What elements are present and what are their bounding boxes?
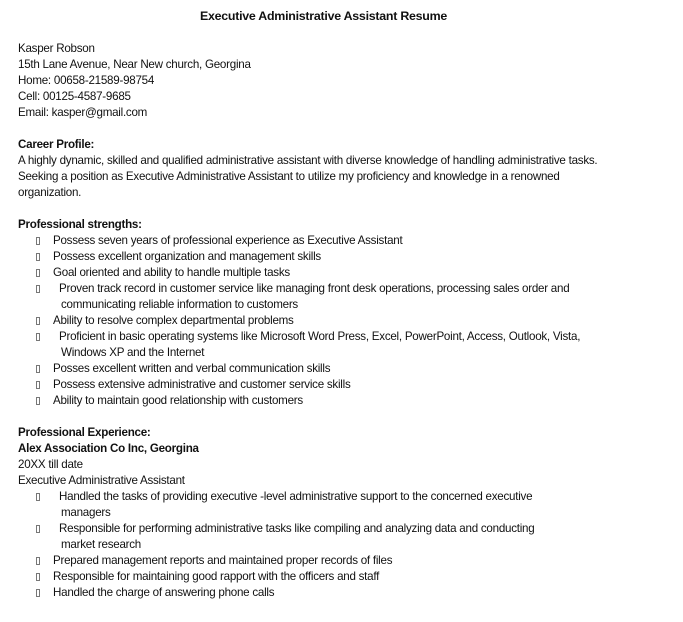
strength-item-continuation: Windows XP and the Internet [61, 346, 205, 359]
strength-item: Possess excellent organization and management skills [36, 249, 321, 265]
experience-role: Executive Administrative Assistant [18, 474, 185, 487]
experience-item: Responsible for performing administrative tasks like compiling and analyzing data and conducting [36, 521, 534, 537]
experience-period: 20XX till date [18, 458, 83, 471]
experience-item: Handled the tasks of providing executive -level administrative support to the concerned executive [36, 489, 532, 505]
bullet-icon [36, 333, 40, 341]
document-title: Executive Administrative Assistant Resume [199, 9, 448, 23]
bullet-icon [36, 557, 40, 565]
bullet-icon [36, 381, 40, 389]
bullet-icon [36, 237, 40, 245]
strength-item: Ability to maintain good relationship with customers [36, 393, 303, 409]
career-profile-line: Seeking a position as Executive Administrative Assistant to utilize my proficiency and knowledge in a renowned [18, 170, 560, 183]
contact-cell-phone: Cell: 00125-4587-9685 [18, 90, 131, 103]
strength-item: Proven track record in customer service like managing front desk operations, processing sales order and [36, 281, 569, 297]
strength-item-continuation: communicating reliable information to customers [61, 298, 298, 311]
strength-item: Possess seven years of professional experience as Executive Assistant [36, 233, 402, 249]
bullet-icon [36, 317, 40, 325]
bullet-icon [36, 589, 40, 597]
bullet-icon [36, 365, 40, 373]
bullet-icon [36, 269, 40, 277]
experience-item-continuation: managers [61, 506, 111, 519]
bullet-icon [36, 285, 40, 293]
bullet-icon [36, 253, 40, 261]
career-profile-line: organization. [18, 186, 82, 199]
bullet-icon [36, 397, 40, 405]
experience-item: Prepared management reports and maintained proper records of files [36, 553, 392, 569]
career-profile-line: A highly dynamic, skilled and qualified administrative assistant with diverse knowledge of handling administrative tasks. [18, 154, 598, 167]
bullet-icon [36, 493, 40, 501]
contact-name: Kasper Robson [18, 42, 95, 55]
bullet-icon [36, 573, 40, 581]
strengths-heading: Professional strengths: [18, 218, 142, 231]
contact-home-phone: Home: 00658-21589-98754 [18, 74, 155, 87]
bullet-icon [36, 525, 40, 533]
contact-email: Email: kasper@gmail.com [18, 106, 148, 119]
contact-address: 15th Lane Avenue, Near New church, Georgina [18, 58, 251, 71]
strength-item: Possess extensive administrative and customer service skills [36, 377, 351, 393]
experience-heading: Professional Experience: [18, 426, 151, 439]
experience-item: Responsible for maintaining good rapport with the officers and staff [36, 569, 379, 585]
career-profile-heading: Career Profile: [18, 138, 95, 151]
strength-item: Goal oriented and ability to handle multiple tasks [36, 265, 290, 281]
strength-item: Proficient in basic operating systems like Microsoft Word Press, Excel, PowerPoint, Access, Outlook, Vista, [36, 329, 580, 345]
experience-company: Alex Association Co Inc, Georgina [18, 442, 199, 455]
experience-item: Handled the charge of answering phone calls [36, 585, 274, 601]
strength-item: Ability to resolve complex departmental problems [36, 313, 294, 329]
strength-item: Posses excellent written and verbal communication skills [36, 361, 330, 377]
experience-item-continuation: market research [61, 538, 142, 551]
